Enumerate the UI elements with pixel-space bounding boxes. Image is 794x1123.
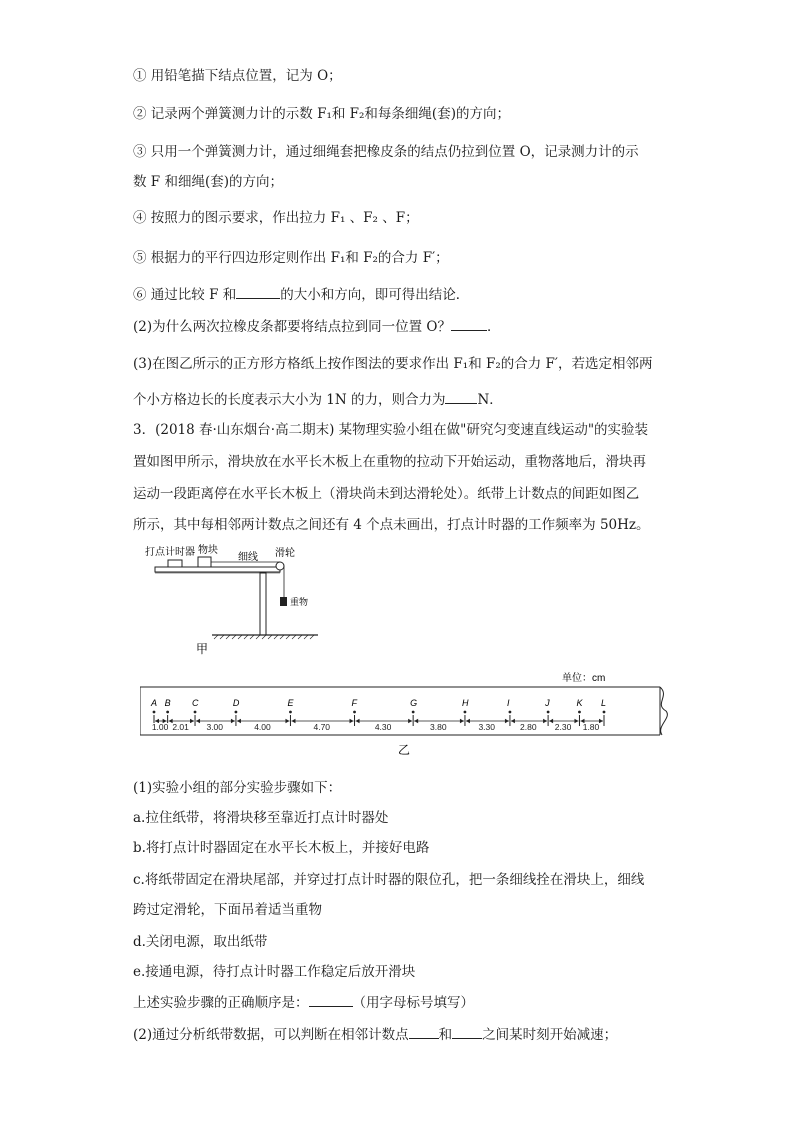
step-3-line2: 数 F 和细绳(套)的方向； (133, 174, 283, 190)
step-c-line2: 跨过定滑轮，下面吊着适当重物 (133, 902, 322, 918)
answer-blank[interactable] (409, 1024, 439, 1039)
timer-body (168, 560, 182, 567)
answer-blank[interactable] (452, 1024, 482, 1039)
arrow-head (291, 719, 295, 723)
timer-label: 打点计时器 (145, 547, 195, 558)
step-b: b.将打点计时器固定在水平长木板上，并接好电路 (133, 840, 430, 856)
arrow-head (599, 719, 603, 723)
distance-label: 4.00 (254, 722, 271, 732)
distance-label: 2.01 (172, 722, 189, 732)
order-text: 上述实验步骤的正确顺序是： (133, 995, 309, 1011)
step-6-text-a: ⑥ 通过比较 F 和 (133, 287, 237, 303)
point-label: B (164, 698, 171, 708)
problem-3-line1: 3．(2018 春·山东烟台·高二期末) 某物理实验小组在做"研究匀变速直线运动"的实验装 (133, 422, 649, 438)
point-label: A (151, 698, 158, 708)
point-label: K (576, 698, 583, 708)
sub-2 (133, 1024, 617, 1045)
step-e: e.接通电源，待打点计时器工作稳定后放开滑块 (133, 964, 416, 980)
arrow-head (460, 719, 464, 723)
point-dot (194, 711, 197, 714)
problem-3-line4: 所示，其中每相邻两计数点之间还有 4 个点未画出，打点计时器的工作频率为 50Hz。 (133, 517, 650, 533)
arrow-head (466, 719, 470, 723)
point-dot (464, 711, 467, 714)
order-hint: （用字母标号填写） (352, 995, 474, 1011)
sub-1-intro: (1)实验小组的部分实验步骤如下： (133, 780, 342, 796)
tape-tear (660, 687, 667, 735)
step-d: d.关闭电源，取出纸带 (133, 934, 268, 950)
step-3-line1: ③ 只用一个弹簧测力计，通过细绳套把橡皮条的结点仍拉到位置 O，记录测力计的示 (133, 144, 639, 160)
distance-label: 3.80 (430, 722, 447, 732)
point-label: F (351, 698, 358, 708)
answer-blank[interactable] (236, 284, 280, 299)
arrow-head (511, 719, 515, 723)
order-question (133, 992, 474, 1013)
point-label: L (601, 698, 607, 708)
step-a: a.拉住纸带，将滑块移至靠近打点计时器处 (133, 810, 389, 826)
question-2-text: (2)为什么两次拉橡皮条都要将结点拉到同一位置 O？ (133, 319, 451, 335)
answer-blank[interactable] (451, 316, 487, 331)
distance-label: 4.70 (313, 722, 331, 732)
sub-2-text-b: 和 (438, 1027, 453, 1043)
board (155, 567, 280, 572)
arrow-head (285, 719, 289, 723)
distance-label: 1.00 (151, 722, 169, 732)
point-label: H (461, 698, 469, 708)
distance-label: 3.30 (478, 722, 495, 732)
point-dot (412, 711, 415, 714)
figure-tape (140, 668, 680, 768)
point-dot (153, 711, 156, 714)
sub-2-text-c: 之间某时刻开始减速； (482, 1027, 618, 1043)
figure-a-caption: 甲 (196, 642, 209, 655)
step-6-text-b: 的大小和方向，即可得出结论． (280, 287, 470, 303)
question-3-line1: (3)在图乙所示的正方形方格纸上按作图法的要求作出 F₁和 F₂的合力 F′，若选定相邻两 (133, 356, 653, 372)
arrow-head (543, 719, 547, 723)
answer-blank[interactable] (309, 992, 353, 1007)
step-6 (133, 284, 469, 305)
question-2 (133, 316, 500, 337)
distance-label: 1.80 (582, 722, 600, 732)
arrow-head (196, 719, 200, 723)
sub-2-text-a: (2)通过分析纸带数据，可以判断在相邻计数点 (133, 1027, 409, 1043)
point-label: E (287, 698, 294, 708)
arrow-head (414, 719, 418, 723)
block-label: 物块 (198, 545, 218, 556)
point-dot (166, 711, 169, 714)
unit-label: 单位：cm (562, 673, 606, 684)
point-dot (547, 711, 550, 714)
point-label: G (410, 698, 418, 708)
point-label: D (232, 698, 240, 708)
point-label: I (506, 698, 510, 708)
arrow-head (231, 719, 235, 723)
pulley-shape (276, 562, 284, 570)
distance-label: 2.80 (520, 722, 537, 732)
step-4: ④ 按照力的图示要求，作出拉力 F₁ 、F₂ 、F； (133, 210, 419, 226)
step-5: ⑤ 根据力的平行四边形定则作出 F₁和 F₂的合力 F′； (133, 250, 449, 266)
point-dot (353, 711, 356, 714)
problem-3-line3: 运动一段距离停在水平长木板上（滑块尚未到达滑轮处）。纸带上计数点的间距如图乙 (133, 486, 640, 502)
answer-blank[interactable] (445, 389, 477, 404)
point-dot (509, 711, 512, 714)
question-3-text: 个小方格边长的长度表示大小为 1N 的力，则合力为 (133, 392, 446, 408)
distance-label: 3.00 (206, 722, 224, 732)
arrow-head (505, 719, 509, 723)
step-c-line1: c.将纸带固定在滑块尾部，并穿过打点计时器的限位孔，把一条细线拴在滑块上，细线 (133, 872, 645, 888)
point-label: C (192, 698, 199, 708)
distance-label: 2.30 (554, 722, 572, 732)
arrow-head (574, 719, 578, 723)
arrow-head (549, 719, 553, 723)
point-dot (289, 711, 292, 714)
question-2-end: ． (486, 319, 501, 335)
distance-label: 4.30 (374, 722, 392, 732)
weight-label: 重物 (290, 597, 309, 607)
question-3-end: N． (477, 392, 503, 408)
string-label: 细线 (238, 552, 258, 563)
figure-apparatus (140, 540, 340, 655)
problem-3-line2: 置如图甲所示，滑块放在水平长木板上在重物的拉动下开始运动，重物落地后，滑块再 (133, 454, 646, 470)
point-label: J (545, 698, 550, 708)
pulley-label: 滑轮 (275, 548, 295, 559)
step-1: ① 用铅笔描下结点位置，记为 O； (133, 68, 342, 84)
point-dot (603, 711, 606, 714)
arrow-head (408, 719, 412, 723)
figure-b-caption: 乙 (398, 743, 411, 757)
arrow-head (237, 719, 241, 723)
arrow-head (356, 719, 360, 723)
point-dot (578, 711, 581, 714)
step-2: ② 记录两个弹簧测力计的示数 F₁和 F₂和每条细绳(套)的方向； (133, 106, 510, 122)
table-leg (260, 573, 266, 635)
arrow-head (350, 719, 354, 723)
question-3-line2 (133, 389, 503, 410)
block-shape (198, 557, 211, 567)
point-dot (235, 711, 238, 714)
arrow-head (190, 719, 194, 723)
weight-shape (280, 597, 287, 606)
